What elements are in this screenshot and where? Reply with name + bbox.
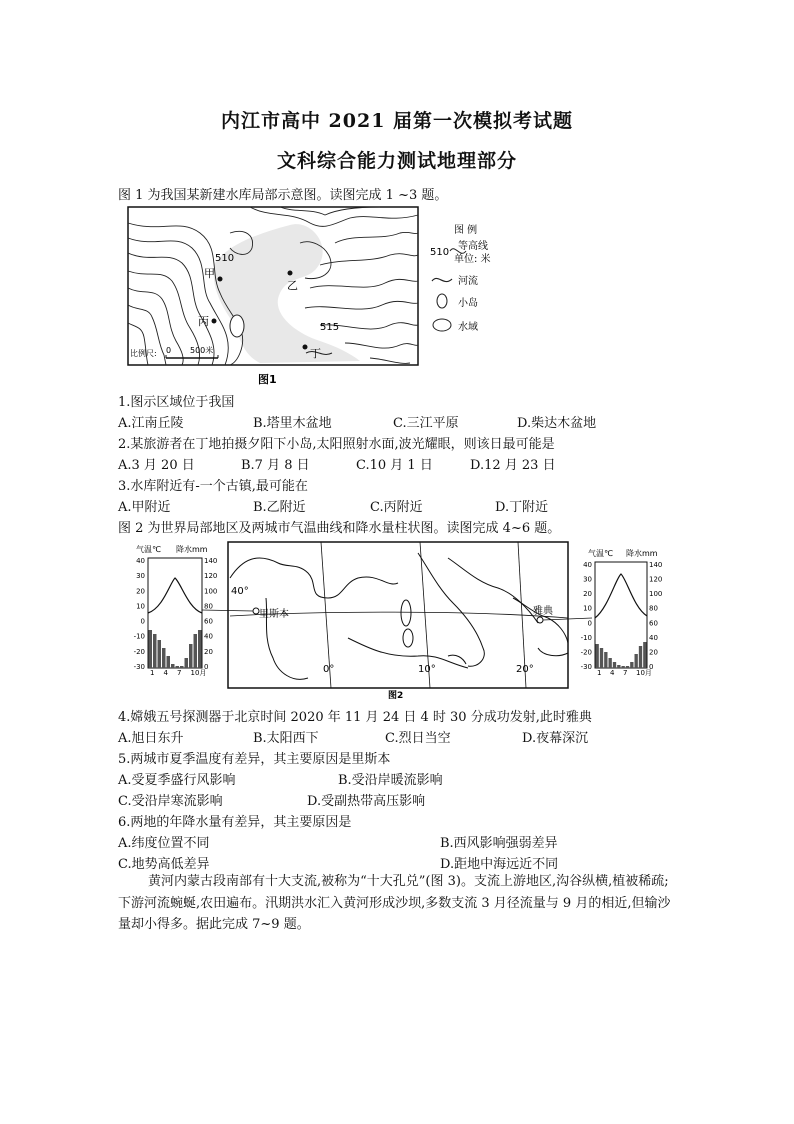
legend-water: 水域 — [458, 322, 478, 333]
precip-tick-label: 120 — [649, 575, 663, 584]
precip-bar — [149, 630, 153, 668]
q5-option-d: D.受副热带高压影响 — [307, 794, 426, 809]
month-tick-label: 1 — [150, 669, 155, 677]
precip-bar — [596, 644, 599, 668]
q6-option-c: C.地势高低差异 — [118, 857, 210, 872]
q3-stem: 3.水库附近有-一个古镇,最可能在 — [118, 479, 308, 494]
precip-tick-label: 100 — [649, 590, 663, 599]
month-tick-label: 7 — [177, 669, 182, 677]
precip-tick-label: 100 — [204, 587, 218, 596]
intro-fig1: 图 1 为我国某新建水库局部示意图。读图完成 1 ~3 题。 — [118, 188, 448, 203]
precip-tick-label: 40 — [649, 633, 658, 642]
legend-island: 小岛 — [458, 298, 478, 309]
precip-tick-label: 0 — [649, 663, 654, 671]
precip-bar — [617, 665, 620, 668]
precip-tick-label: 40 — [204, 632, 213, 641]
lon-10-label: 10° — [418, 664, 436, 675]
precip-tick-label: 20 — [649, 648, 658, 657]
temp-tick-label: 0 — [140, 617, 145, 626]
temp-tick-label: -10 — [580, 633, 592, 642]
figure-2-caption: 图2 — [388, 691, 404, 701]
city-athens: 雅典 — [533, 606, 553, 617]
q5-option-c: C.受沿岸寒流影响 — [118, 794, 223, 809]
q4-option-a: A.旭日东升 — [118, 731, 184, 746]
temp-tick-label: -30 — [580, 663, 592, 671]
temp-tick-label: 40 — [583, 561, 592, 569]
precip-tick-label: 60 — [204, 617, 213, 626]
q2-option-b: B.7 月 8 日 — [241, 458, 310, 473]
q4-stem: 4.嫦娥五号探测器于北京时间 2020 年 11 月 24 日 4 时 30 分成功发射,此时雅典 — [118, 710, 592, 725]
left-precip-title: 降水mm — [176, 545, 208, 554]
q4-option-d: D.夜幕深沉 — [522, 731, 589, 746]
place-jia: 甲 — [204, 267, 215, 280]
q6-option-d: D.距地中海远近不同 — [440, 857, 559, 872]
right-precip-title: 降水mm — [626, 549, 658, 558]
legend-title: 图 例 — [454, 225, 478, 236]
q1-option-b: B.塔里木盆地 — [253, 416, 332, 431]
figure-1-caption: 图1 — [258, 373, 277, 386]
precip-bar — [643, 642, 646, 668]
city-lisbon: 里斯本 — [259, 609, 289, 620]
scale-zero: 0 — [166, 346, 172, 355]
lisbon-climate-chart — [134, 544, 218, 677]
lat-40-label: 40° — [231, 586, 249, 597]
precip-bar — [622, 666, 625, 668]
precip-bar — [162, 648, 166, 668]
legend-river: 河流 — [458, 276, 478, 287]
precip-bar — [626, 666, 629, 668]
precip-bar — [189, 644, 193, 668]
q2-option-a: A.3 月 20 日 — [118, 458, 195, 473]
precip-bar — [153, 634, 157, 668]
island-legend-icon — [437, 294, 447, 308]
figure-1-reservoir-map — [120, 203, 500, 388]
precip-bar — [613, 662, 616, 668]
page-title: 内江市高中 2021 届第一次模拟考试题 — [220, 110, 574, 132]
precip-tick-label: 0 — [204, 663, 209, 671]
q5-option-a: A.受夏季盛行风影响 — [118, 773, 236, 788]
temp-tick-label: 10 — [136, 602, 145, 611]
legend-contour: 等高线 — [458, 241, 488, 252]
precip-tick-label: 120 — [204, 572, 218, 581]
scale-500: 500米 — [190, 346, 214, 355]
precip-bar — [158, 640, 162, 668]
precip-bar — [630, 662, 633, 668]
right-temp-title: 气温℃ — [588, 549, 613, 558]
intro-fig2: 图 2 为世界局部地区及两城市气温曲线和降水量柱状图。读图完成 4~6 题。 — [118, 521, 561, 536]
q3-option-c: C.丙附近 — [370, 500, 423, 515]
q2-stem: 2.某旅游者在丁地拍摄夕阳下小岛,太阳照射水面,波光耀眼，则该日最可能是 — [118, 437, 555, 452]
q2-option-c: C.10 月 1 日 — [356, 458, 433, 473]
q3-option-d: D.丁附近 — [495, 500, 549, 515]
precip-bar — [604, 652, 607, 668]
month-tick-label: 7 — [623, 669, 628, 677]
scale-label: 比例尺: — [130, 349, 157, 358]
temp-tick-label: -20 — [580, 648, 592, 657]
precip-tick-label: 20 — [204, 647, 213, 656]
month-tick-label: 4 — [163, 669, 168, 677]
q1-option-d: D.柴达木盆地 — [517, 416, 597, 431]
precip-bar — [639, 646, 642, 668]
contour-label-515: 515 — [320, 322, 340, 333]
temp-tick-label: 30 — [583, 575, 592, 584]
athens-climate-chart — [581, 548, 663, 677]
precip-bar — [167, 656, 171, 668]
month-tick-label: 4 — [610, 669, 615, 677]
temp-tick-label: 30 — [136, 572, 145, 581]
temp-tick-label: 40 — [136, 557, 145, 565]
place-ding: 丁 — [310, 347, 321, 360]
q1-option-c: C.三江平原 — [393, 416, 459, 431]
q6-option-a: A.纬度位置不同 — [118, 836, 210, 851]
precip-tick-label: 140 — [204, 557, 218, 565]
page-subtitle: 文科综合能力测试地理部分 — [276, 150, 517, 172]
precip-tick-label: 140 — [649, 561, 663, 569]
river-legend-icon — [432, 278, 452, 281]
passage-yellow-river: 黄河内蒙古段南部有十大支流,被称为“十大孔兑”(图 3)。支流上游地区,沟谷纵横,植被稀疏;下游河流蜿蜒,农田遍布。汛期洪水汇入黄河形成沙坝,多数支流 3 月径流量与 9 月的相近,但输沙量却小得多。据此完成 7~9 题。 — [118, 874, 671, 932]
q3-option-a: A.甲附近 — [118, 500, 171, 515]
temp-tick-label: -30 — [133, 663, 145, 671]
precip-bar — [185, 658, 189, 668]
q1-option-a: A.江南丘陵 — [118, 416, 184, 431]
place-yi: 乙 — [287, 279, 298, 292]
place-bing: 丙 — [198, 315, 209, 328]
temp-tick-label: -10 — [133, 632, 145, 641]
precip-bar — [635, 654, 638, 668]
temp-tick-label: 0 — [587, 619, 592, 628]
temp-tick-label: 20 — [136, 587, 145, 596]
month-tick-label: 1 — [597, 669, 602, 677]
q5-option-b: B.受沿岸暖流影响 — [338, 773, 443, 788]
legend-unit: 单位: 米 — [454, 254, 491, 265]
temp-tick-label: 10 — [583, 604, 592, 613]
precip-bar — [609, 658, 612, 668]
month-tick-label: 10月 — [190, 669, 207, 677]
q6-option-b: B.西风影响强弱差异 — [440, 836, 558, 851]
precip-bar — [171, 664, 175, 668]
left-temp-title: 气温℃ — [136, 545, 161, 554]
lon-20-label: 20° — [516, 664, 534, 675]
contour-label-510: 510 — [215, 253, 235, 264]
q4-option-b: B.太阳西下 — [253, 731, 319, 746]
precip-bar — [198, 630, 202, 668]
q4-option-c: C.烈日当空 — [385, 731, 451, 746]
figure-2-mediterranean-map — [118, 538, 678, 703]
precip-bar — [194, 634, 198, 668]
precip-bar — [180, 666, 184, 668]
legend-contour-value: 510 — [430, 247, 450, 258]
q2-option-d: D.12 月 23 日 — [470, 458, 556, 473]
temp-tick-label: 20 — [583, 590, 592, 599]
precip-bar — [176, 666, 180, 668]
q5-stem: 5.两城市夏季温度有差异，其主要原因是里斯本 — [118, 752, 391, 767]
month-tick-label: 10月 — [636, 669, 652, 677]
water-legend-icon — [433, 319, 451, 331]
q3-option-b: B.乙附近 — [253, 500, 306, 515]
lon-0-label: 0° — [323, 664, 335, 675]
precip-bar — [600, 648, 603, 668]
q6-stem: 6.两地的年降水量有差异，其主要原因是 — [118, 815, 352, 830]
temp-tick-label: -20 — [133, 647, 145, 656]
precip-tick-label: 80 — [204, 602, 213, 611]
precip-tick-label: 80 — [649, 604, 658, 613]
q1-stem: 1.图示区域位于我国 — [118, 395, 235, 410]
precip-tick-label: 60 — [649, 619, 658, 628]
